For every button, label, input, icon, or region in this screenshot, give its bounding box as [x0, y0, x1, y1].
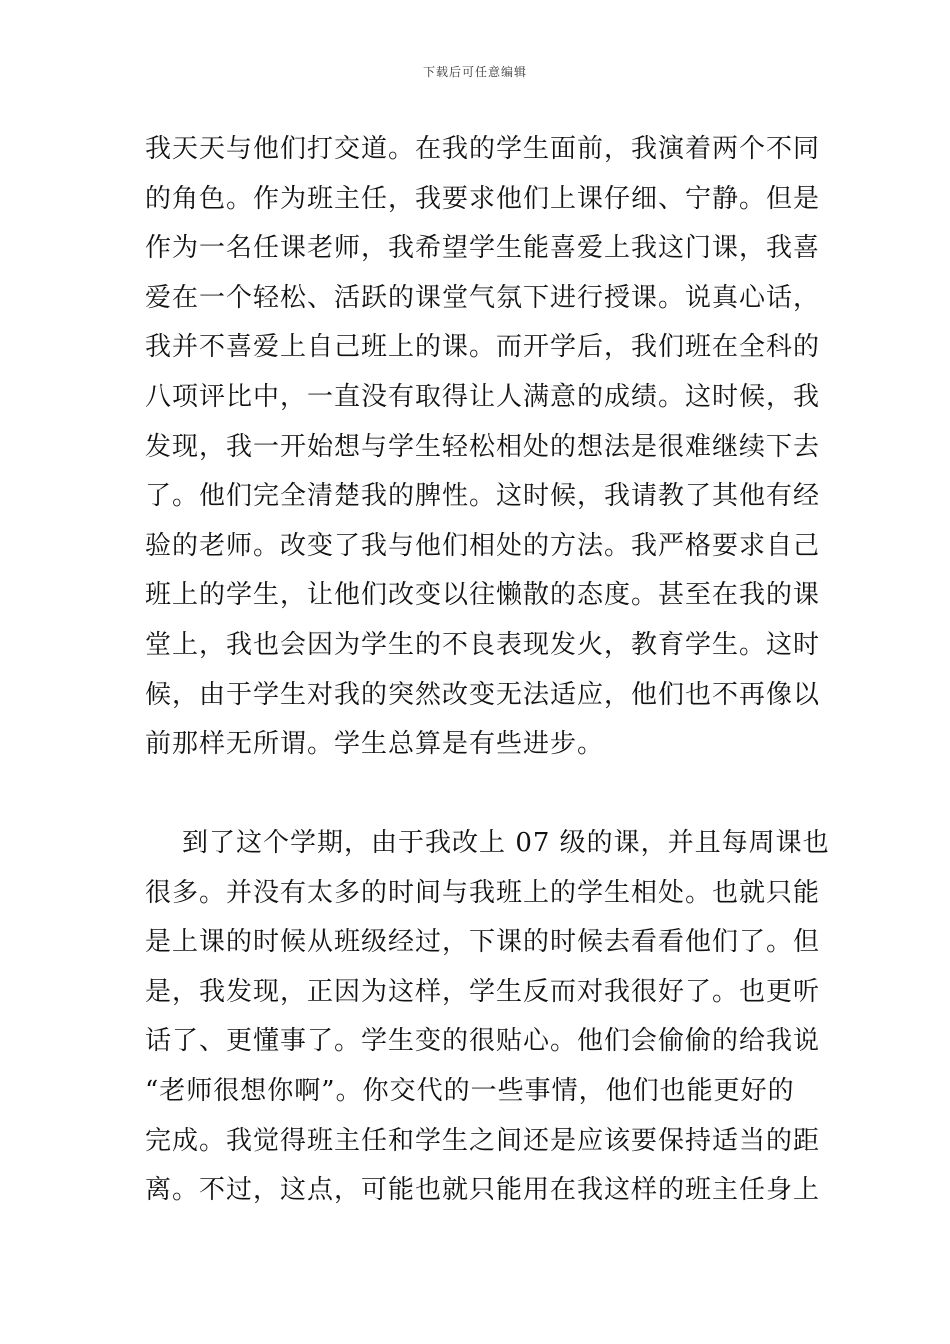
text-line: 是，我发现，正因为这样，学生反而对我很好了。也更听 [145, 976, 821, 1007]
text-line: 爱在一个轻松、活跃的课堂气氛下进行授课。说真心话， [145, 282, 821, 313]
page-header: 下载后可任意编辑 [422, 65, 527, 79]
text-line: 很多。并没有太多的时间与我班上的学生相处。也就只能 [145, 877, 821, 908]
text-line: 我天天与他们打交道。在我的学生面前，我演着两个不同 [145, 134, 821, 164]
text-line: 前那样无所谓。学生总算是有些进步。 [145, 729, 605, 760]
text-line: 验的老师。改变了我与他们相处的方法。我严格要求自己 [145, 530, 821, 561]
text-line: 了。他们完全清楚我的脾性。这时候，我请教了其他有经 [145, 481, 821, 512]
text-line: 作为一名任课老师，我希望学生能喜爱上我这门课，我喜 [145, 233, 821, 264]
text-line: 话了、更懂事了。学生变的很贴心。他们会偷偷的给我说 [145, 1026, 821, 1057]
text-line: 到了这个学期，由于我改上 07 级的课，并且每周课也 [145, 828, 830, 858]
text-line: 八项评比中，一直没有取得让人满意的成绩。这时候，我 [145, 381, 821, 412]
paragraph-2 [145, 819, 830, 1216]
text-line: 班上的学生，让他们改变以往懒散的态度。甚至在我的课 [145, 580, 821, 611]
text-line: 完成。我觉得班主任和学生之间还是应该要保持适当的距 [145, 1125, 821, 1156]
text-line: 是上课的时候从班级经过，下课的时候去看看他们了。但 [145, 927, 821, 958]
text-line: 堂上，我也会因为学生的不良表现发火，教育学生。这时 [145, 629, 821, 660]
text-line: 候，由于学生对我的突然改变无法适应，他们也不再像以 [145, 679, 821, 710]
text-line: 离。不过，这点，可能也就只能用在我这样的班主任身上 [145, 1175, 821, 1206]
text-line: 的角色。作为班主任，我要求他们上课仔细、宁静。但是 [145, 183, 821, 214]
paragraph-1 [145, 125, 821, 770]
text-line: 我并不喜爱上自己班上的课。而开学后，我们班在全科的 [145, 332, 821, 363]
text-line: 发现，我一开始想与学生轻松相处的想法是很难继续下去 [145, 431, 821, 462]
text-line: “老师很想你啊”。你交代的一些事情，他们也能更好的 [145, 1075, 795, 1106]
